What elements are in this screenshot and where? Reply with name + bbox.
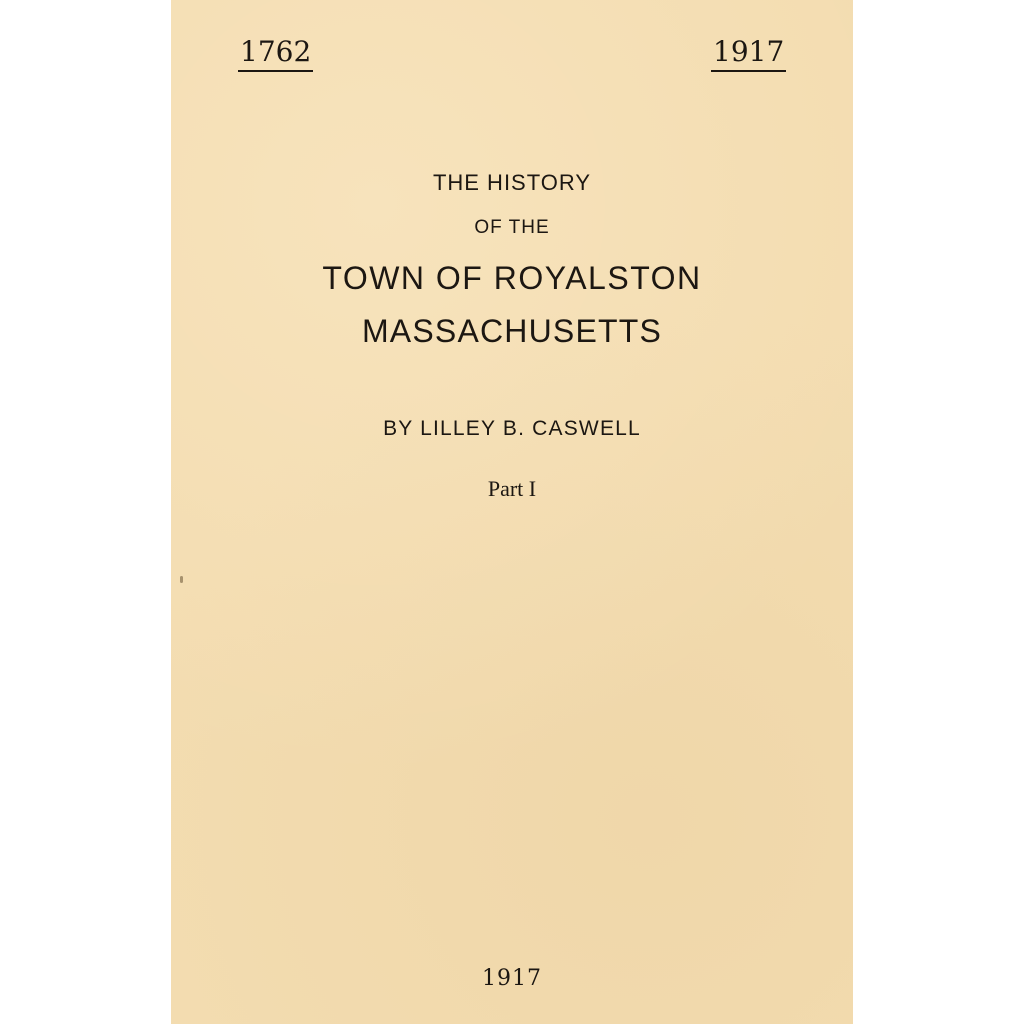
paper-speck bbox=[180, 576, 183, 583]
title-line-history: THE HISTORY bbox=[432, 170, 592, 195]
title-line-state: MASSACHUSETTS bbox=[361, 313, 663, 349]
author-line: BY LILLEY B. CASWELL bbox=[383, 417, 641, 440]
start-year: 1762 bbox=[238, 36, 313, 72]
publication-year: 1917 bbox=[482, 966, 542, 991]
part-label: Part I bbox=[487, 476, 537, 501]
title-line-of-the: OF THE bbox=[474, 217, 550, 238]
book-cover bbox=[171, 0, 853, 1024]
end-year: 1917 bbox=[711, 36, 786, 72]
title-line-town: TOWN OF ROYALSTON bbox=[322, 260, 702, 296]
